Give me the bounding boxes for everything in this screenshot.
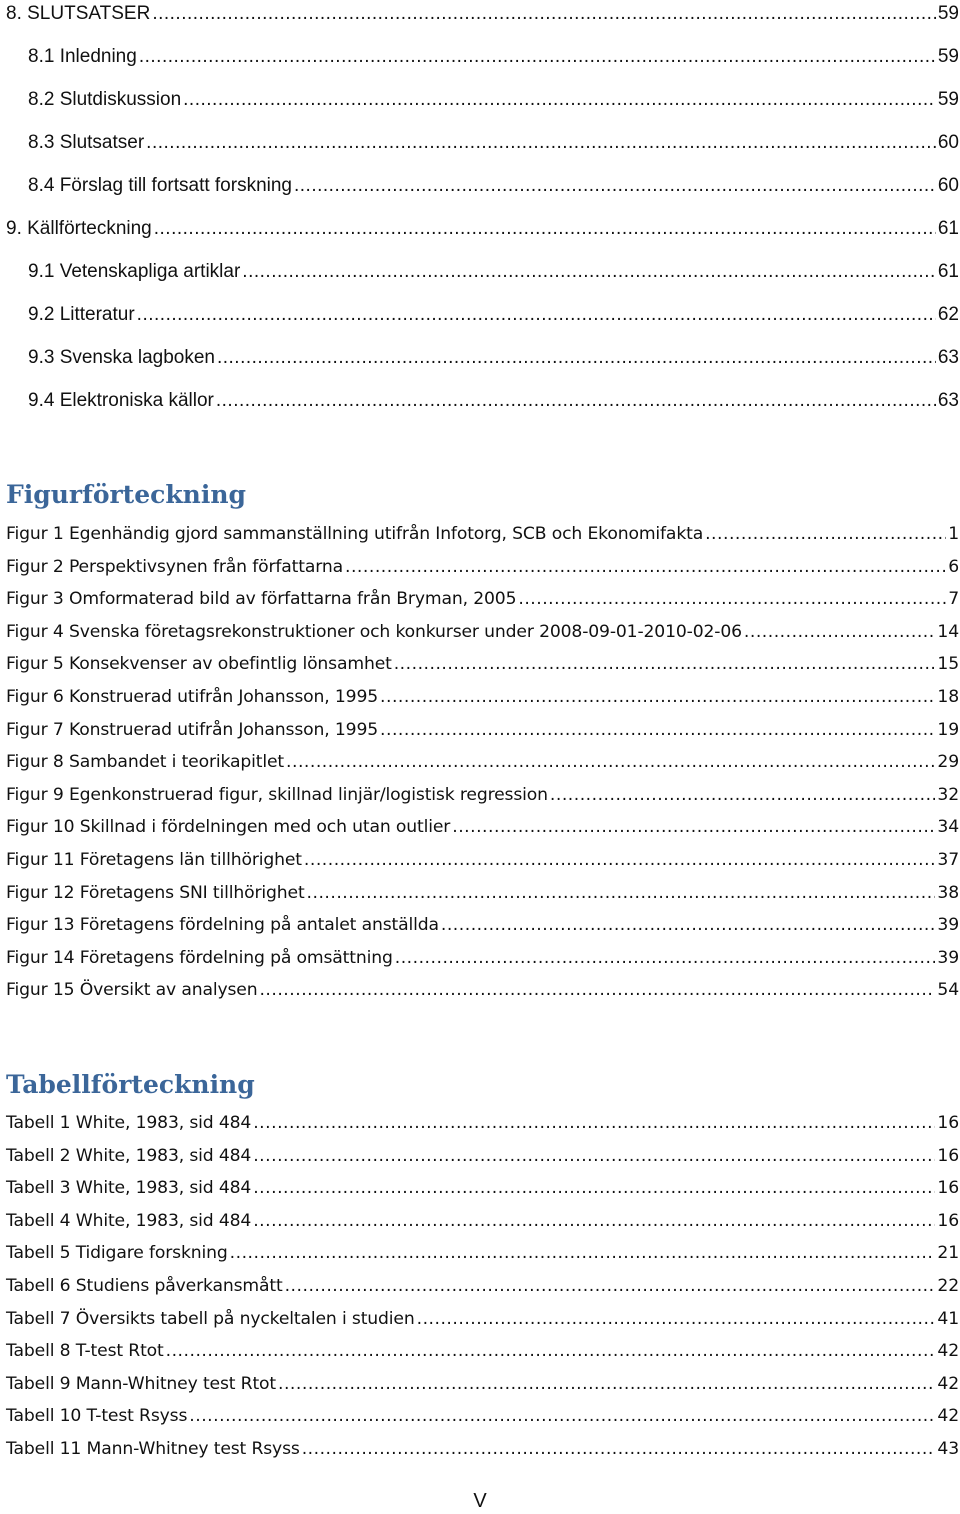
toc-entry-page: 41 (937, 1308, 959, 1329)
toc-entry[interactable] (6, 648, 959, 681)
toc-entry-page: 39 (937, 947, 959, 968)
figure-list (6, 518, 959, 1007)
toc-entry-label: 8. SLUTSATSER (6, 3, 151, 24)
toc-entry-page: 16 (937, 1113, 959, 1133)
toc-entry-label: 8.4 Förslag till fortsatt forskning (28, 175, 292, 196)
toc-entry-page: 22 (937, 1275, 959, 1296)
toc-entry-label: Figur 8 Sambandet i teorikapitlet (6, 752, 285, 773)
dot-leader (183, 78, 936, 121)
toc-entry[interactable] (6, 583, 959, 616)
toc-entry-page: 63 (937, 390, 959, 411)
toc-entry[interactable] (6, 1270, 959, 1303)
dot-leader (380, 681, 935, 714)
toc-entry-label: 8.3 Slutsatser (28, 132, 145, 153)
toc-entry-page: 6 (948, 556, 959, 577)
dot-leader (253, 1107, 935, 1140)
toc-entry[interactable] (6, 942, 959, 975)
dot-leader (286, 746, 935, 779)
toc-entry[interactable] (6, 1172, 959, 1205)
dot-leader (441, 909, 936, 942)
toc-entry-label: Tabell 1 White, 1983, sid 484 (6, 1113, 252, 1133)
toc-entry[interactable] (6, 746, 959, 779)
toc-entry-page: 59 (937, 89, 959, 110)
toc-entry-page: 18 (937, 686, 959, 707)
dot-leader (230, 1237, 936, 1270)
toc-entry[interactable] (6, 551, 959, 584)
toc-entry[interactable] (6, 909, 959, 942)
dot-leader (302, 1433, 936, 1466)
dot-leader (294, 164, 936, 207)
toc-entry[interactable] (6, 379, 959, 422)
dot-leader (304, 844, 936, 877)
toc-entry-label: Tabell 8 T-test Rtot (6, 1341, 164, 1362)
dot-leader (518, 583, 946, 616)
toc-entry[interactable] (6, 518, 959, 551)
toc-entry-page: 59 (937, 46, 959, 67)
toc-entry-label: Tabell 9 Mann-Whitney test Rtot (6, 1373, 276, 1394)
toc-entry-label: Tabell 3 White, 1983, sid 484 (6, 1178, 252, 1199)
toc-entry-page: 16 (937, 1145, 959, 1166)
toc-entry-page: 16 (937, 1210, 959, 1231)
toc-entry-page: 7 (948, 589, 959, 610)
toc-entry[interactable] (6, 1140, 959, 1173)
toc-entry[interactable] (6, 293, 959, 336)
toc-entry[interactable] (6, 779, 959, 812)
toc-entry-page: 42 (937, 1406, 959, 1427)
toc-entry-label: Figur 4 Svenska företagsrekonstruktioner och konkurser under 2008-09-01-2010-02-06 (6, 621, 742, 642)
toc-entry-label: Figur 13 Företagens fördelning på antalet anställda (6, 915, 439, 936)
toc-entry[interactable] (6, 1400, 959, 1433)
toc-entry-label: Tabell 2 White, 1983, sid 484 (6, 1145, 252, 1166)
dot-leader (253, 1172, 935, 1205)
toc-entry-label: 9.4 Elektroniska källor (28, 390, 214, 411)
dot-leader (285, 1270, 936, 1303)
toc-entry[interactable] (6, 811, 959, 844)
toc-entry-label: 9.1 Vetenskapliga artiklar (28, 261, 241, 282)
toc-entry-page: 37 (937, 849, 959, 870)
dot-leader (278, 1368, 935, 1401)
dot-leader (550, 779, 936, 812)
dot-leader (253, 1205, 935, 1238)
toc-entry-page: 62 (937, 304, 959, 325)
toc-entry-page: 61 (937, 261, 959, 282)
toc-entry-page: 14 (937, 621, 959, 642)
dot-leader (217, 336, 936, 379)
toc-entry-label: Figur 6 Konstruerad utifrån Johansson, 1995 (6, 686, 379, 707)
toc-entry-label: Tabell 11 Mann-Whitney test Rsyss (6, 1438, 300, 1459)
toc-entry-label: Tabell 7 Översikts tabell på nyckeltalen i studien (6, 1308, 415, 1329)
toc-entry[interactable] (6, 207, 959, 250)
toc-entry[interactable] (6, 78, 959, 121)
dot-leader (452, 811, 935, 844)
dot-leader (259, 974, 935, 1007)
toc-entry[interactable] (6, 714, 959, 747)
dot-leader (253, 1140, 935, 1173)
toc-entry-page: 1 (948, 524, 959, 544)
dot-leader (394, 648, 936, 681)
toc-entry[interactable] (6, 844, 959, 877)
toc-entry[interactable] (6, 1368, 959, 1401)
toc-entry-label: Figur 1 Egenhändig gjord sammanställning utifrån Infotorg, SCB och Ekonomifakta (6, 524, 704, 544)
toc-entry-label: 8.2 Slutdiskussion (28, 89, 182, 110)
toc-entry-label: Tabell 10 T-test Rsyss (6, 1406, 188, 1427)
contents-list (6, 0, 959, 422)
toc-entry[interactable] (6, 1303, 959, 1336)
dot-leader (152, 0, 936, 35)
toc-entry[interactable] (6, 1107, 959, 1140)
dot-leader (307, 877, 936, 910)
toc-entry-page: 60 (937, 175, 959, 196)
page-number: V (473, 1490, 487, 1512)
toc-entry-page: 59 (937, 3, 959, 24)
toc-entry-page: 63 (937, 347, 959, 368)
toc-entry[interactable] (6, 1237, 959, 1270)
toc-entry-page: 42 (937, 1341, 959, 1362)
toc-entry-label: Figur 7 Konstruerad utifrån Johansson, 1995 (6, 719, 379, 740)
toc-entry[interactable] (6, 681, 959, 714)
toc-entry[interactable] (6, 250, 959, 293)
toc-entry[interactable] (6, 1205, 959, 1238)
toc-entry-label: Figur 11 Företagens län tillhörighet (6, 849, 302, 870)
toc-entry-page: 21 (937, 1243, 959, 1264)
dot-leader (705, 518, 946, 551)
toc-entry-page: 34 (937, 817, 959, 838)
dot-leader (216, 379, 936, 422)
dot-leader (744, 616, 936, 649)
toc-entry-page: 15 (937, 654, 959, 675)
dot-leader (154, 207, 936, 250)
toc-entry[interactable] (6, 0, 959, 35)
toc-entry[interactable] (6, 974, 959, 1007)
toc-entry[interactable] (6, 877, 959, 910)
toc-entry-label: 9. Källförteckning (6, 218, 152, 239)
toc-entry-page: 16 (937, 1178, 959, 1199)
toc-entry-page: 42 (937, 1373, 959, 1394)
toc-entry-label: Figur 5 Konsekvenser av obefintlig lönsamhet (6, 654, 392, 675)
dot-leader (417, 1303, 936, 1336)
dot-leader (166, 1335, 936, 1368)
dot-leader (395, 942, 936, 975)
toc-entry[interactable] (6, 164, 959, 207)
toc-entry-label: 9.3 Svenska lagboken (28, 347, 215, 368)
toc-entry-page: 54 (937, 980, 959, 1001)
dot-leader (139, 35, 936, 78)
toc-entry[interactable] (6, 1433, 959, 1466)
toc-entry[interactable] (6, 35, 959, 78)
toc-entry-label: 8.1 Inledning (28, 46, 137, 67)
figure-list-heading: Figurförteckning (6, 480, 247, 509)
toc-entry-page: 43 (937, 1438, 959, 1459)
toc-entry[interactable] (6, 121, 959, 164)
dot-leader (242, 250, 936, 293)
dot-leader (345, 551, 946, 584)
dot-leader (137, 293, 936, 336)
toc-entry-label: Figur 12 Företagens SNI tillhörighet (6, 882, 305, 903)
toc-entry-label: Tabell 5 Tidigare forskning (6, 1243, 228, 1264)
toc-entry-label: Figur 14 Företagens fördelning på omsättning (6, 947, 393, 968)
toc-entry-page: 38 (937, 882, 959, 903)
toc-entry-label: Figur 10 Skillnad i fördelningen med och utan outlier (6, 817, 451, 838)
dot-leader (380, 714, 935, 747)
dot-leader (189, 1400, 935, 1433)
toc-entry-page: 61 (937, 218, 959, 239)
toc-entry-page: 39 (937, 915, 959, 936)
table-list-heading: Tabellförteckning (6, 1070, 255, 1099)
toc-entry-page: 19 (937, 719, 959, 740)
toc-entry[interactable] (6, 1335, 959, 1368)
toc-entry[interactable] (6, 336, 959, 379)
toc-entry-label: Figur 9 Egenkonstruerad figur, skillnad linjär/logistisk regression (6, 784, 548, 805)
toc-entry[interactable] (6, 616, 959, 649)
toc-entry-label: Figur 2 Perspektivsynen från författarna (6, 556, 343, 577)
toc-entry-label: 9.2 Litteratur (28, 304, 135, 325)
toc-entry-label: Tabell 6 Studiens påverkansmått (6, 1275, 283, 1296)
table-list (6, 1107, 959, 1466)
toc-entry-label: Figur 3 Omformaterad bild av författarna från Bryman, 2005 (6, 589, 517, 610)
toc-entry-page: 29 (937, 752, 959, 773)
toc-entry-label: Figur 15 Översikt av analysen (6, 980, 258, 1001)
toc-entry-label: Tabell 4 White, 1983, sid 484 (6, 1210, 252, 1231)
toc-entry-page: 60 (937, 132, 959, 153)
toc-entry-page: 32 (937, 784, 959, 805)
dot-leader (146, 121, 936, 164)
